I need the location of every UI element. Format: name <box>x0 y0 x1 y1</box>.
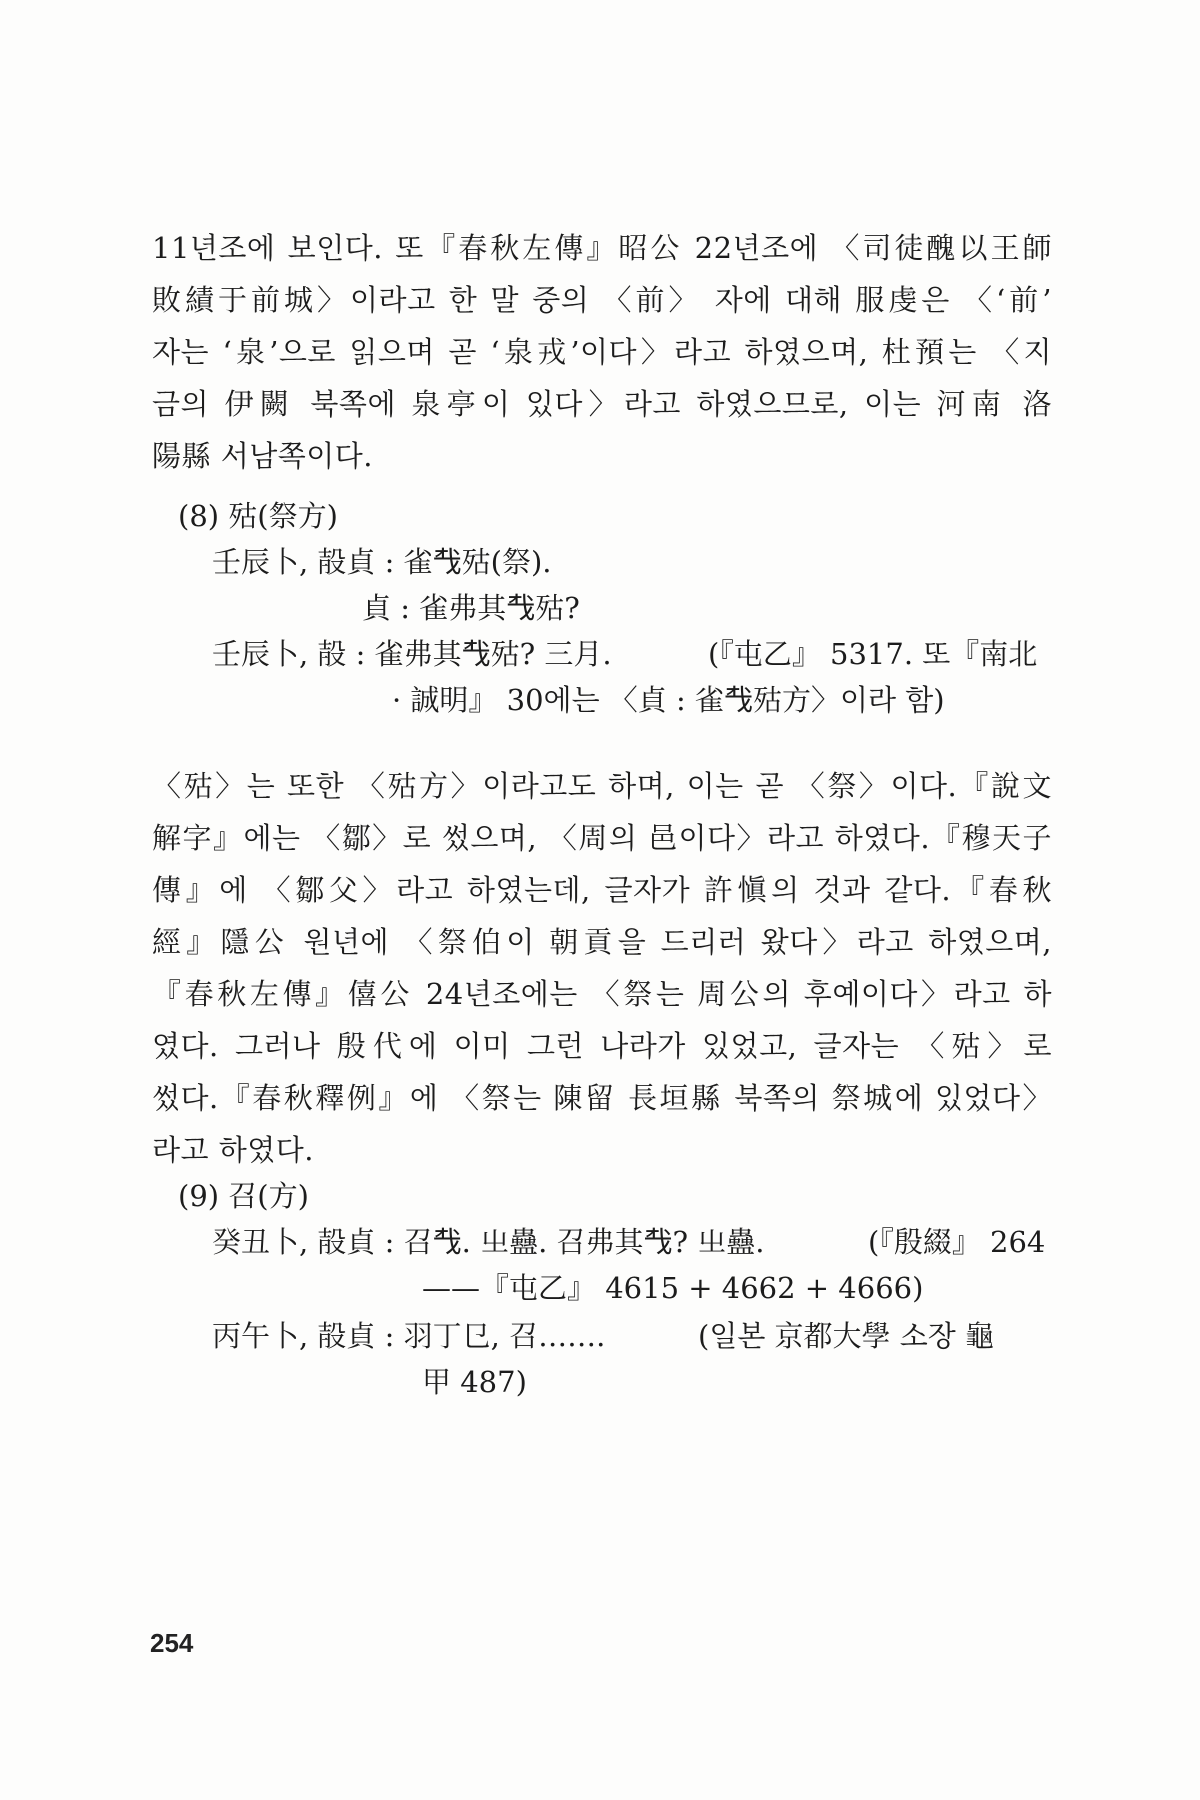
paragraph-2 <box>152 760 1052 1176</box>
text-line: 〈㱠〉는 또한 〈㱠方〉이라고도 하며, 이는 곧 〈祭〉이다.『說文 <box>152 769 1052 803</box>
section-8-heading: (8) 㱠(祭方) <box>178 499 338 533</box>
text-line: 敗績于前城〉이라고 한 말 중의 〈前〉 자에 대해 服虔은 〈‘前’ <box>152 283 1052 317</box>
paragraph-1 <box>152 222 1052 482</box>
source-citation: · 誠明』 30에는 〈貞 : 雀𢦔㱠方〉이라 함) <box>392 683 945 717</box>
text-line: 11년조에 보인다. 또『春秋左傳』昭公 22년조에 〈司徒醜以王師 <box>152 231 1052 265</box>
text-line: 傳』에 〈鄒父〉라고 하였는데, 글자가 許愼의 것과 같다.『春秋 <box>152 873 1052 907</box>
text-line: 라고 하였다. <box>152 1133 315 1167</box>
page-number: 254 <box>150 1628 194 1658</box>
inscription-line: 癸丑卜, 㱿貞 : 召𢦔. 㞢蠱. 召弗其𢦔? 㞢蠱. <box>212 1225 765 1259</box>
source-citation: (『屯乙』 5317. 또『南北 <box>708 637 1038 671</box>
text-line: 자는 ‘泉’으로 읽으며 곧 ‘泉戎’이다〉라고 하였으며, 杜預는 〈지 <box>152 335 1052 369</box>
source-citation: (『殷綴』 264 <box>868 1225 1046 1259</box>
inscription-line: 丙午卜, 㱿貞 : 羽丁㔾, 召……. <box>212 1319 606 1353</box>
text-line: 썼다.『春秋釋例』에 〈祭는 陳留 長垣縣 북쪽의 祭城에 있었다〉 <box>152 1081 1052 1115</box>
text-line: 陽縣 서남쪽이다. <box>152 439 374 473</box>
source-citation: (일본 京都大學 소장 龜 <box>698 1319 995 1353</box>
text-line: 『春秋左傳』僖公 24년조에는 〈祭는 周公의 후예이다〉라고 하 <box>152 977 1052 1011</box>
text-line: 經』隱公 원년에 〈祭伯이 朝貢을 드리러 왔다〉라고 하였으며, <box>152 925 1052 959</box>
source-citation: ——『屯乙』 4615 + 4662 + 4666) <box>422 1271 924 1305</box>
inscription-line: 壬辰卜, 㱿 : 雀弗其𢦔㱠? 三月. <box>212 637 612 671</box>
inscription-line: 壬辰卜, 㱿貞 : 雀𢦔㱠(祭). <box>212 545 552 579</box>
section-9-heading: (9) 召(方) <box>178 1179 309 1213</box>
text-line: 解字』에는 〈鄒〉로 썼으며, 〈周의 邑이다〉라고 하였다.『穆天子 <box>152 821 1052 855</box>
source-citation: 甲 487) <box>422 1365 527 1399</box>
text-line: 였다. 그러나 殷代에 이미 그런 나라가 있었고, 글자는 〈㱠〉로 <box>152 1029 1052 1063</box>
inscription-line: 貞 : 雀弗其𢦔㱠? <box>362 591 580 625</box>
text-line: 금의 伊闕 북쪽에 泉亭이 있다〉라고 하였으므로, 이는 河南 洛 <box>152 387 1052 421</box>
